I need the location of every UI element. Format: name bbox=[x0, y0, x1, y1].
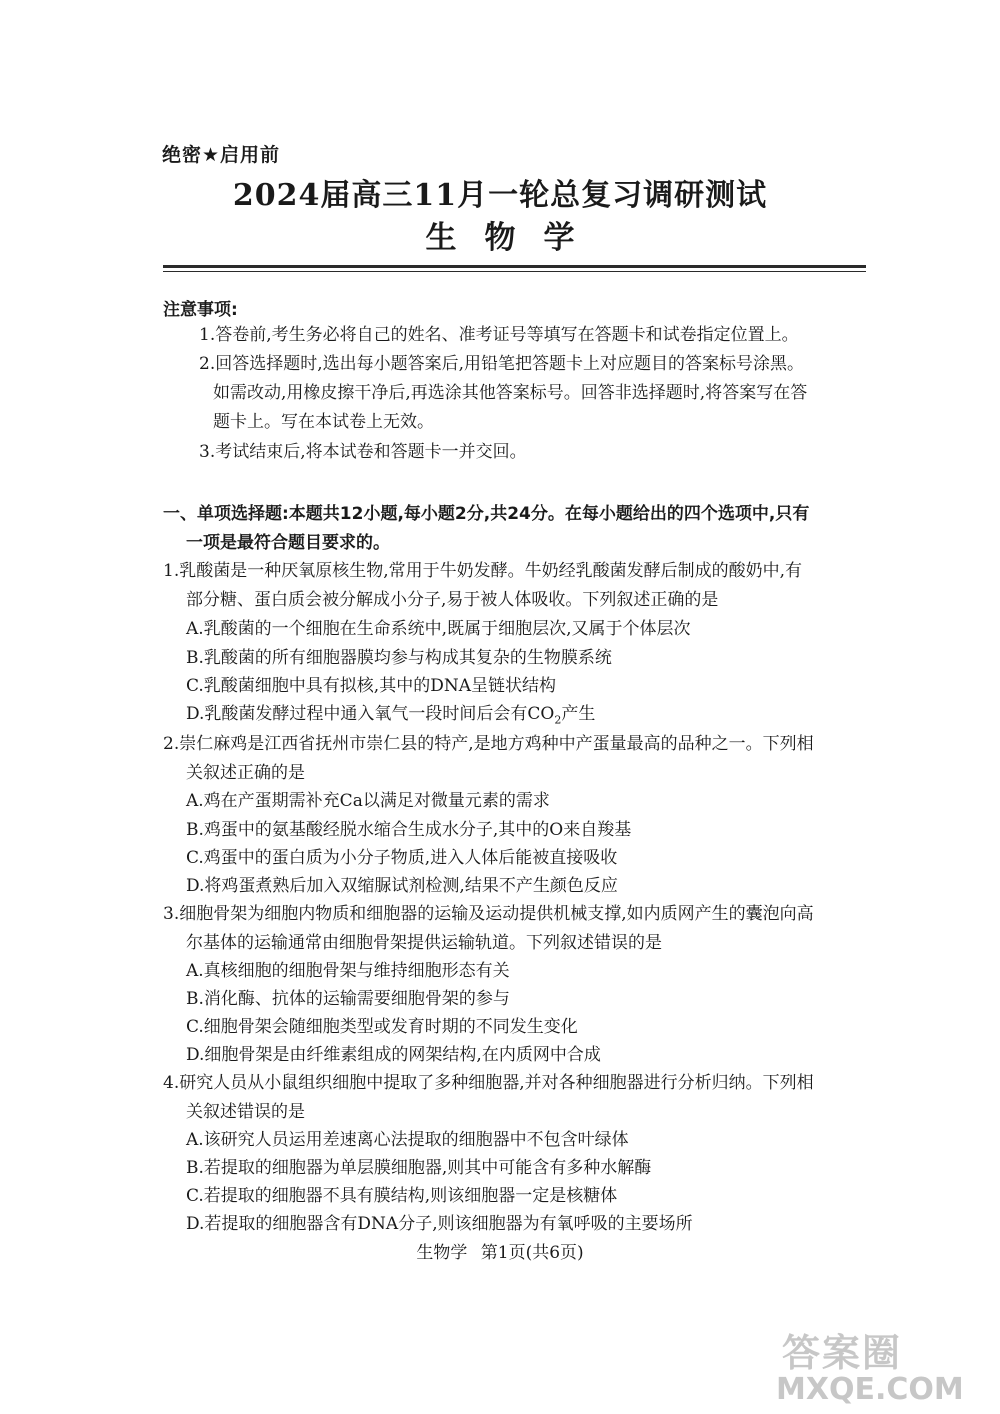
q3-option-b: B.消化酶、抗体的运输需要细胞骨架的参与 bbox=[186, 989, 510, 1009]
q3-stem-line-1: 3.细胞骨架为细胞内物质和细胞器的运输及运动提供机械支撑,如内质网产生的囊泡向高 bbox=[163, 904, 814, 924]
q3-option-a: A.真核细胞的细胞骨架与维持细胞形态有关 bbox=[186, 961, 510, 981]
q1-option-a: A.乳酸菌的一个细胞在生命系统中,既属于细胞层次,又属于个体层次 bbox=[186, 619, 691, 639]
q4-option-a: A.该研究人员运用差速离心法提取的细胞器中不包含叶绿体 bbox=[186, 1130, 629, 1150]
q3-stem-line-2: 尔基体的运输通常由细胞骨架提供运输轨道。下列叙述错误的是 bbox=[186, 933, 662, 953]
q2-option-c: C.鸡蛋中的蛋白质为小分子物质,进入人体后能被直接吸收 bbox=[186, 848, 618, 868]
q1-option-d bbox=[186, 705, 595, 726]
watermark-domain: MXQE.COM bbox=[776, 1372, 964, 1407]
q1-stem-line-1: 1.乳酸菌是一种厌氧原核生物,常用于牛奶发酵。牛奶经乳酸菌发酵后制成的酸奶中,有 bbox=[163, 561, 803, 581]
subject-title: 生物学 bbox=[425, 220, 603, 256]
q2-option-b: B.鸡蛋中的氨基酸经脱水缩合生成水分子,其中的O来自羧基 bbox=[186, 820, 632, 840]
footer-subject: 生物学 bbox=[416, 1243, 468, 1263]
page-footer bbox=[0, 1238, 1000, 1263]
q2-option-a: A.鸡在产蛋期需补充Ca以满足对微量元素的需求 bbox=[186, 791, 550, 811]
confidential-label: 绝密★启用前 bbox=[162, 144, 281, 166]
notice-line-4: 题卡上。写在本试卷上无效。 bbox=[213, 412, 434, 432]
section-heading-line-1: 一、单项选择题:本题共12小题,每小题2分,共24分。在每小题给出的四个选项中,只有 bbox=[163, 504, 810, 524]
q1-option-d-subscript: 2 bbox=[554, 713, 562, 727]
footer-page-number: 第1页(共6页) bbox=[480, 1243, 584, 1263]
watermark-logo-text: 答案圈 bbox=[782, 1331, 903, 1375]
q4-stem-line-2: 关叙述错误的是 bbox=[186, 1102, 305, 1122]
q4-option-d: D.若提取的细胞器含有DNA分子,则该细胞器为有氧呼吸的主要场所 bbox=[186, 1214, 693, 1234]
q1-option-d-tail: 产生 bbox=[561, 704, 596, 724]
header-rule-thin bbox=[163, 271, 866, 272]
notice-line-5: 3.考试结束后,将本试卷和答题卡一并交回。 bbox=[199, 442, 527, 462]
notice-line-2: 2.回答选择题时,选出每小题答案后,用铅笔把答题卡上对应题目的答案标号涂黑。 bbox=[199, 354, 805, 374]
exam-title: 2024届高三11月一轮总复习调研测试 bbox=[232, 178, 768, 213]
q3-option-d: D.细胞骨架是由纤维素组成的网架结构,在内质网中合成 bbox=[186, 1045, 601, 1065]
section-heading-line-2: 一项是最符合题目要求的。 bbox=[186, 533, 390, 553]
q1-option-c: C.乳酸菌细胞中具有拟核,其中的DNA呈链状结构 bbox=[186, 676, 556, 696]
site-watermark bbox=[770, 1322, 990, 1410]
q2-stem-line-2: 关叙述正确的是 bbox=[186, 763, 305, 783]
notice-line-3: 如需改动,用橡皮擦干净后,再选涂其他答案标号。回答非选择题时,将答案写在答 bbox=[213, 383, 808, 403]
notice-line-1: 1.答卷前,考生务必将自己的姓名、准考证号等填写在答题卡和试卷指定位置上。 bbox=[199, 325, 799, 345]
q4-stem-line-1: 4.研究人员从小鼠组织细胞中提取了多种细胞器,并对各种细胞器进行分析归纳。下列相 bbox=[163, 1073, 814, 1093]
q1-option-d-text: D.乳酸菌发酵过程中通入氧气一段时间后会有CO bbox=[186, 704, 555, 724]
q2-option-d: D.将鸡蛋煮熟后加入双缩脲试剂检测,结果不产生颜色反应 bbox=[186, 876, 618, 896]
notice-heading: 注意事项: bbox=[163, 300, 238, 320]
q1-option-b: B.乳酸菌的所有细胞器膜均参与构成其复杂的生物膜系统 bbox=[186, 648, 612, 668]
header-rule-thick bbox=[163, 265, 866, 268]
q4-option-c: C.若提取的细胞器不具有膜结构,则该细胞器一定是核糖体 bbox=[186, 1186, 618, 1206]
q1-stem-line-2: 部分糖、蛋白质会被分解成小分子,易于被人体吸收。下列叙述正确的是 bbox=[186, 590, 719, 610]
q4-option-b: B.若提取的细胞器为单层膜细胞器,则其中可能含有多种水解酶 bbox=[186, 1158, 652, 1178]
q3-option-c: C.细胞骨架会随细胞类型或发育时期的不同发生变化 bbox=[186, 1017, 578, 1037]
q2-stem-line-1: 2.崇仁麻鸡是江西省抚州市崇仁县的特产,是地方鸡种中产蛋量最高的品种之一。下列相 bbox=[163, 734, 814, 754]
